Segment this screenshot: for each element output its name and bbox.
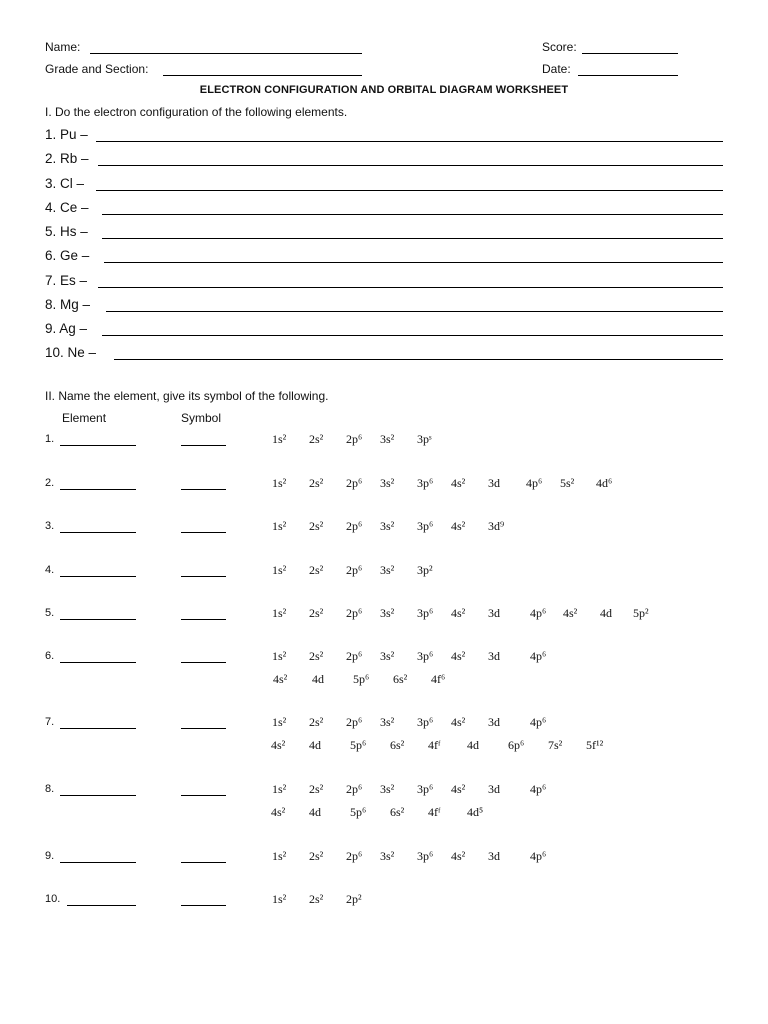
config-term: 3s²	[380, 649, 395, 663]
config-term: 4s²	[271, 805, 286, 819]
config-term: 4d	[309, 805, 321, 819]
config-term: 7s²	[548, 738, 563, 752]
config-term: 3d	[488, 649, 500, 663]
config-term: 4d⁶	[596, 476, 613, 490]
config-term: 3p⁶	[417, 715, 434, 729]
element-answer-line[interactable]	[60, 489, 136, 490]
part1-answer-input[interactable]	[106, 247, 721, 263]
config-term: 2s²	[309, 476, 324, 490]
part1-item-label: 10. Ne –	[45, 345, 97, 360]
config-term: 1s²	[272, 782, 287, 796]
score-field[interactable]	[584, 38, 676, 54]
config-term: 4s²	[451, 476, 466, 490]
config-term: 2p⁶	[346, 606, 363, 620]
config-term: 3s²	[380, 519, 395, 533]
date-label: Date:	[542, 62, 571, 76]
config-term: 3p⁶	[417, 782, 434, 796]
config-term: 1s²	[272, 432, 287, 446]
config-term: 2s²	[309, 892, 324, 906]
symbol-answer-line[interactable]	[181, 532, 226, 533]
part1-item-label: 7. Es –	[45, 273, 88, 288]
config-term: 4d⁵	[467, 805, 484, 819]
config-term: 5f¹²	[586, 738, 604, 752]
part2-item-number: 3.	[45, 520, 55, 532]
config-term: 4p⁶	[530, 606, 547, 620]
part2-item-number: 2.	[45, 477, 55, 489]
config-term: 4s²	[451, 715, 466, 729]
part1-answer-input[interactable]	[98, 175, 721, 191]
config-term: 3p⁶	[417, 519, 434, 533]
config-term: 3d	[488, 606, 500, 620]
config-term: 3d⁹	[488, 519, 505, 533]
config-term: 3d	[488, 782, 500, 796]
part2-item-number: 9.	[45, 850, 55, 862]
part1-answer-input[interactable]	[104, 199, 721, 215]
config-term: 4d	[309, 738, 321, 752]
part2-item-number: 10.	[45, 893, 61, 905]
config-term: 3s²	[380, 715, 395, 729]
part2-item-number: 4.	[45, 564, 55, 576]
config-term: 5s²	[560, 476, 575, 490]
element-column-header: Element	[62, 411, 107, 425]
date-field[interactable]	[580, 60, 676, 76]
config-term: 4s²	[451, 849, 466, 863]
config-term: 2s²	[309, 849, 324, 863]
config-term: 4p⁶	[530, 649, 547, 663]
part1-answer-input[interactable]	[116, 344, 721, 360]
config-term: 2s²	[309, 606, 324, 620]
config-term: 2s²	[309, 563, 324, 577]
part2-item-number: 8.	[45, 783, 55, 795]
config-term: 2s²	[309, 782, 324, 796]
symbol-column-header: Symbol	[181, 411, 222, 425]
config-term: 3d	[488, 849, 500, 863]
symbol-answer-line[interactable]	[181, 619, 226, 620]
part1-instruction: I. Do the electron configuration of the following elements.	[45, 105, 348, 119]
part1-item-label: 9. Ag –	[45, 321, 88, 336]
config-term: 1s²	[272, 476, 287, 490]
config-term: 4s²	[563, 606, 578, 620]
element-answer-line[interactable]	[60, 662, 136, 663]
symbol-answer-line[interactable]	[181, 728, 226, 729]
name-field[interactable]	[92, 38, 360, 54]
part1-answer-input[interactable]	[100, 150, 721, 166]
part2-item-number: 5.	[45, 607, 55, 619]
config-term: 1s²	[272, 849, 287, 863]
config-term: 2p⁶	[346, 782, 363, 796]
config-term: 2p⁶	[346, 715, 363, 729]
config-term: 5p²	[633, 606, 649, 620]
config-term: 3d	[488, 476, 500, 490]
element-answer-line[interactable]	[67, 905, 136, 906]
config-term: 1s²	[272, 519, 287, 533]
config-term: 1s²	[272, 563, 287, 577]
config-term: 4fᶠ	[428, 805, 441, 819]
config-term: 3s²	[380, 606, 395, 620]
config-term: 4p⁶	[530, 782, 547, 796]
grade-section-field[interactable]	[165, 60, 360, 76]
element-answer-line[interactable]	[60, 728, 136, 729]
config-term: 4s²	[451, 606, 466, 620]
config-term: 2p⁶	[346, 649, 363, 663]
part1-answer-input[interactable]	[100, 272, 721, 288]
config-term: 2p⁶	[346, 563, 363, 577]
config-term: 2p²	[346, 892, 362, 906]
config-term: 4p⁶	[530, 849, 547, 863]
config-term: 4s²	[451, 649, 466, 663]
config-term: 3s²	[380, 432, 395, 446]
config-term: 1s²	[272, 892, 287, 906]
element-answer-line[interactable]	[60, 619, 136, 620]
config-term: 5p⁶	[350, 805, 367, 819]
name-label: Name:	[45, 40, 81, 54]
config-term: 5p⁶	[353, 672, 370, 686]
symbol-answer-line[interactable]	[181, 862, 226, 863]
config-term: 4d	[600, 606, 612, 620]
symbol-answer-line[interactable]	[181, 905, 226, 906]
symbol-answer-line[interactable]	[181, 662, 226, 663]
config-term: 3p⁶	[417, 476, 434, 490]
config-term: 3s²	[380, 782, 395, 796]
element-answer-line[interactable]	[60, 576, 136, 577]
part1-answer-input[interactable]	[104, 223, 721, 239]
config-term: 2p⁶	[346, 849, 363, 863]
config-term: 6s²	[393, 672, 408, 686]
config-term: 3s²	[380, 849, 395, 863]
part1-item-label: 6. Ge –	[45, 248, 90, 263]
config-term: 1s²	[272, 649, 287, 663]
config-term: 3pˢ	[417, 432, 432, 446]
config-term: 4f⁶	[431, 672, 446, 686]
config-term: 4d	[312, 672, 324, 686]
symbol-answer-line[interactable]	[181, 489, 226, 490]
part1-item-label: 5. Hs –	[45, 224, 88, 239]
config-term: 2p⁶	[346, 476, 363, 490]
part1-item-label: 1. Pu –	[45, 127, 88, 142]
config-term: 4p⁶	[530, 715, 547, 729]
config-term: 4s²	[271, 738, 286, 752]
config-term: 2s²	[309, 519, 324, 533]
element-answer-line[interactable]	[60, 532, 136, 533]
part1-answer-input[interactable]	[104, 320, 721, 336]
part1-item-label: 4. Ce –	[45, 200, 89, 215]
part1-item-label: 3. Cl –	[45, 176, 85, 191]
grade-section-label: Grade and Section:	[45, 62, 149, 76]
config-term: 5p⁶	[350, 738, 367, 752]
config-term: 3p⁶	[417, 849, 434, 863]
part1-item-label: 8. Mg –	[45, 297, 91, 312]
config-term: 2p⁶	[346, 519, 363, 533]
part1-answer-input[interactable]	[98, 126, 721, 142]
config-term: 3d	[488, 715, 500, 729]
part2-item-number: 1.	[45, 433, 55, 445]
part2-item-number: 6.	[45, 650, 55, 662]
worksheet-title: ELECTRON CONFIGURATION AND ORBITAL DIAGRAM WORKSHEET	[199, 84, 569, 96]
element-answer-line[interactable]	[60, 862, 136, 863]
config-term: 2s²	[309, 649, 324, 663]
config-term: 2s²	[309, 432, 324, 446]
symbol-answer-line[interactable]	[181, 445, 226, 446]
element-answer-line[interactable]	[60, 445, 136, 446]
config-term: 6p⁶	[508, 738, 525, 752]
config-term: 3p⁶	[417, 606, 434, 620]
symbol-answer-line[interactable]	[181, 795, 226, 796]
element-answer-line[interactable]	[60, 795, 136, 796]
config-term: 6s²	[390, 805, 405, 819]
config-term: 2s²	[309, 715, 324, 729]
config-term: 4p⁶	[526, 476, 543, 490]
config-term: 1s²	[272, 606, 287, 620]
config-term: 3p⁶	[417, 649, 434, 663]
config-term: 3p²	[417, 563, 433, 577]
config-term: 2p⁶	[346, 432, 363, 446]
config-term: 3s²	[380, 476, 395, 490]
config-term: 3s²	[380, 563, 395, 577]
part2-item-number: 7.	[45, 716, 55, 728]
part2-instruction: II. Name the element, give its symbol of the following.	[45, 389, 329, 403]
config-term: 4s²	[451, 519, 466, 533]
part1-item-label: 2. Rb –	[45, 151, 89, 166]
score-label: Score:	[542, 40, 577, 54]
config-term: 1s²	[272, 715, 287, 729]
config-term: 6s²	[390, 738, 405, 752]
part1-answer-input[interactable]	[108, 296, 721, 312]
config-term: 4d	[467, 738, 479, 752]
config-term: 4s²	[273, 672, 288, 686]
symbol-answer-line[interactable]	[181, 576, 226, 577]
config-term: 4s²	[451, 782, 466, 796]
config-term: 4fᶠ	[428, 738, 441, 752]
